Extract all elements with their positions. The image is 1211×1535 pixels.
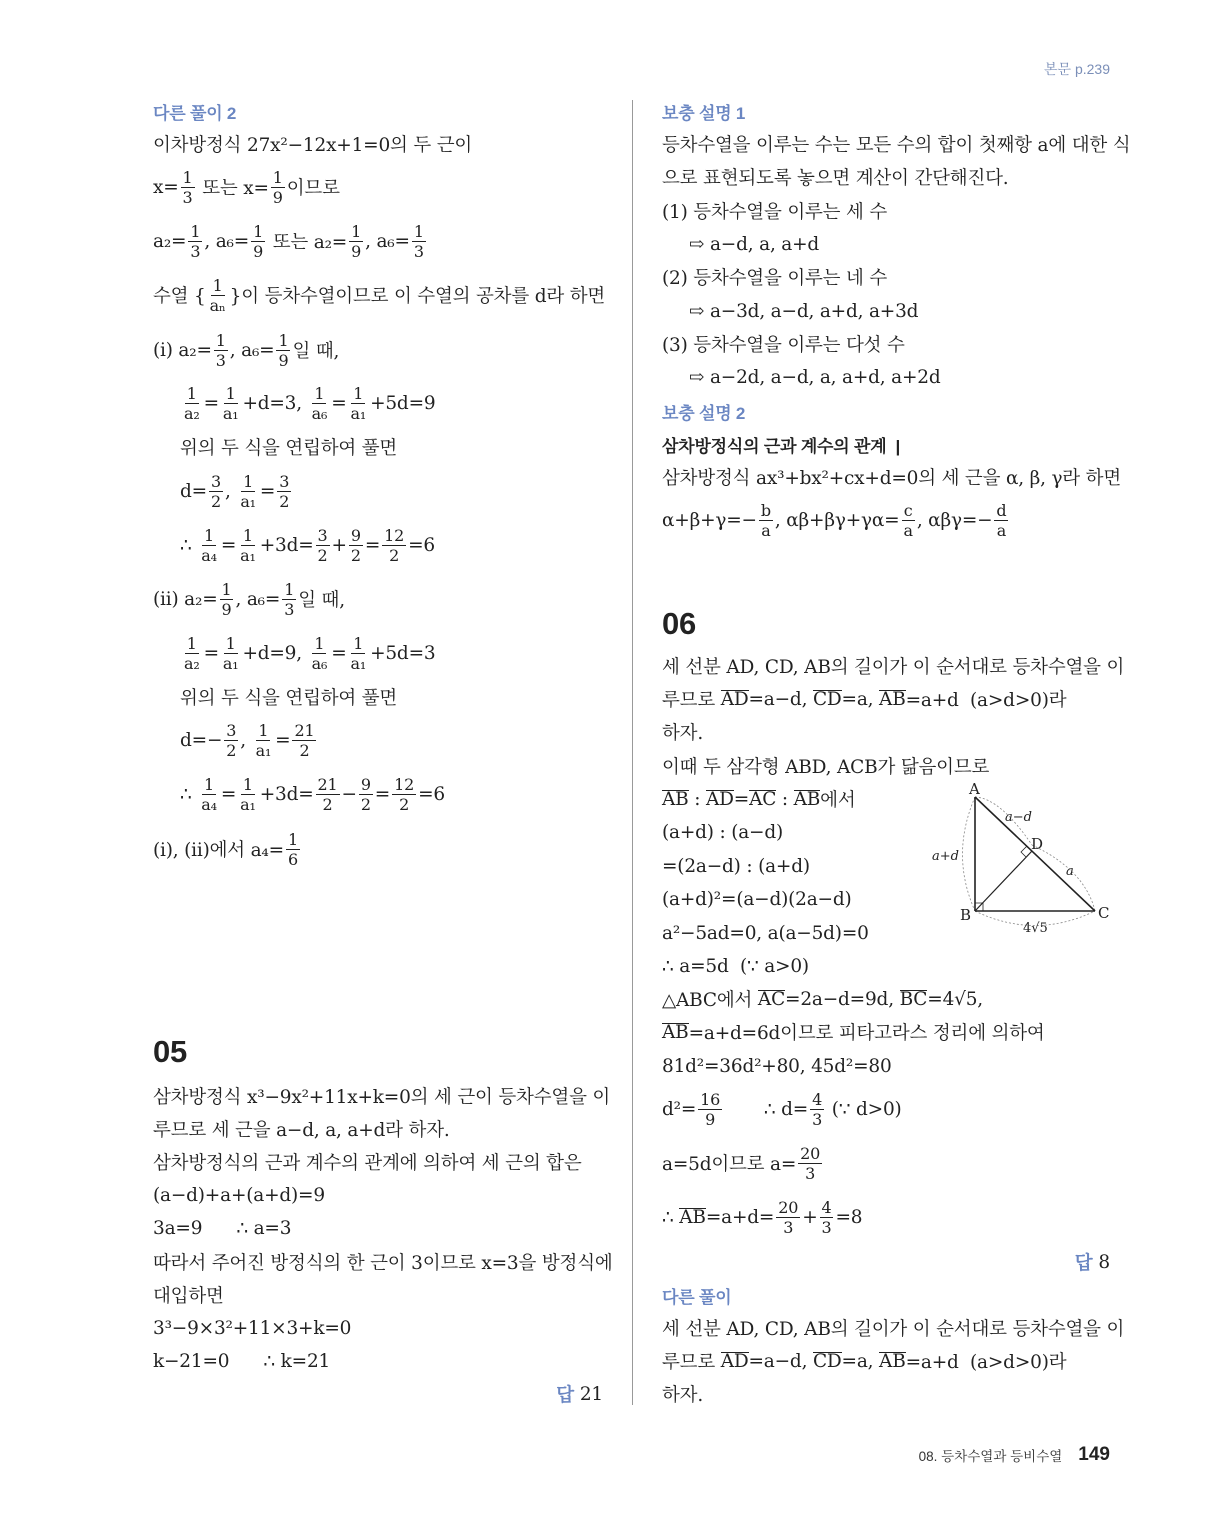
text-segment: +5d=9 <box>370 392 436 414</box>
numerator: 1 <box>212 275 223 295</box>
text-segment: = <box>203 642 219 664</box>
text-segment: 81d²=36d²+80, 45d²=80 <box>662 1055 892 1077</box>
text-segment: = <box>733 788 750 810</box>
numerator: 1 <box>253 221 264 241</box>
numerator: 3 <box>210 471 221 491</box>
page-reference: 본문 p.239 <box>1044 61 1110 77</box>
text-segment: ⇨ a−3d, a−d, a+d, a+3d <box>689 300 919 322</box>
denominator: a₁ <box>240 491 256 511</box>
text-segment: 이차방정식 27x²−12x+1=0의 두 근이 <box>153 135 473 156</box>
text-segment: (a+d)²=(a−d)(2a−d) <box>662 888 852 910</box>
denominator: a₁ <box>240 794 256 814</box>
text-segment: 에서 <box>820 790 856 811</box>
numerator: 1 <box>204 525 215 545</box>
text-segment: − <box>341 783 357 805</box>
denominator: a <box>761 520 771 540</box>
fraction <box>698 1090 722 1129</box>
fraction <box>901 501 914 540</box>
text-segment: 삼차방정식 x³−9x²+11x+k=0의 세 근이 등차수열을 이 <box>153 1087 611 1108</box>
text-segment: =a+d (a>d>0)라 <box>905 1352 1067 1373</box>
fraction <box>412 222 426 261</box>
denominator: a₁ <box>222 653 239 673</box>
answer-label: 답 <box>556 1384 574 1405</box>
text-segment: 다른 풀이 2 <box>153 103 237 123</box>
text-line <box>153 569 603 629</box>
chapter-title: 08. 등차수열과 등비수열 <box>918 1449 1063 1464</box>
triangle-diagram <box>920 780 1120 940</box>
segment-overline: AB <box>679 1206 706 1228</box>
text-segment: α+β+γ=− <box>662 509 757 531</box>
text-segment: =a, <box>841 688 880 710</box>
numerator: 12 <box>394 774 415 794</box>
label-c: C <box>1098 904 1110 922</box>
text-segment: , a₆= <box>229 339 275 361</box>
fraction <box>392 775 416 814</box>
text-segment: x= <box>153 176 179 198</box>
denominator: a₁ <box>222 403 239 423</box>
text-segment: = <box>220 534 237 556</box>
text-segment: 등차수열을 이루는 수는 모든 수의 합이 첫째항 a에 대한 식 <box>662 135 1131 156</box>
fraction <box>208 276 228 315</box>
denominator: a₁ <box>240 545 256 565</box>
fraction <box>798 1144 822 1183</box>
text-segment: : <box>688 788 706 810</box>
denominator: 3 <box>284 599 295 619</box>
segment-overline: CD <box>812 1350 842 1372</box>
denominator: 2 <box>210 491 221 511</box>
numerator: 3 <box>317 525 328 545</box>
label-b: B <box>960 906 972 924</box>
fraction <box>316 526 330 565</box>
denominator: 3 <box>783 1217 794 1237</box>
denominator: a₁ <box>350 653 367 673</box>
text-segment: =4√5, <box>927 988 983 1010</box>
text-segment: (∵ d>0) <box>826 1098 902 1120</box>
numerator: 21 <box>317 774 338 794</box>
numerator: 9 <box>350 525 361 545</box>
text-segment: = <box>220 783 237 805</box>
text-segment: 보충 설명 1 <box>662 103 746 123</box>
denominator: 3 <box>215 350 226 370</box>
text-segment: 8 <box>1098 1251 1110 1273</box>
page-footer <box>919 1444 1110 1466</box>
numerator: b <box>760 500 771 520</box>
denominator: 9 <box>278 350 289 370</box>
denominator: a₂ <box>184 403 200 423</box>
text-line <box>153 819 603 879</box>
fraction <box>251 222 265 261</box>
right-angle-d <box>1021 846 1027 857</box>
text-segment: =a−d, <box>748 1350 813 1372</box>
numerator: 1 <box>186 383 197 403</box>
fraction <box>349 526 363 565</box>
text-segment: 따라서 주어진 방정식의 한 근이 3이므로 x=3을 방정식에 <box>153 1253 613 1274</box>
text-segment: =(2a−d) : (a+d) <box>662 855 810 877</box>
text-segment: 일 때, <box>298 590 345 611</box>
text-segment: 21 <box>579 1383 603 1405</box>
denominator: 9 <box>221 599 232 619</box>
segment-overline: AD <box>720 1350 749 1372</box>
text-segment: 으로 표현되도록 놓으면 계산이 간단해진다. <box>662 168 1009 189</box>
arc-ab <box>963 797 976 911</box>
text-segment: 루므로 세 근을 a−d, a, a+d라 하자. <box>153 1120 450 1141</box>
fraction <box>224 721 238 760</box>
numerator: 1 <box>182 167 193 187</box>
text-segment: 06 <box>662 606 697 641</box>
text-segment: , αβγ=− <box>916 509 993 531</box>
numerator: 9 <box>360 774 371 794</box>
fraction <box>209 472 223 511</box>
denominator: 2 <box>322 794 333 814</box>
text-segment: =a+d (a>d>0)라 <box>905 690 1067 711</box>
page-number: 149 <box>1078 1444 1110 1465</box>
text-segment: 일 때, <box>292 341 340 362</box>
denominator: a₂ <box>184 653 200 673</box>
denominator: 2 <box>360 794 371 814</box>
text-segment: = <box>275 729 291 751</box>
text-segment: 이때 두 삼각형 ABD, ACB가 닮음이므로 <box>662 757 990 778</box>
text-segment: = <box>364 534 381 556</box>
fraction <box>238 775 258 814</box>
text-line <box>662 1133 1110 1193</box>
text-segment: ∴ a=5d (∵ a>0) <box>662 955 809 977</box>
text-segment: =a, <box>841 1350 880 1372</box>
denominator: 9 <box>253 241 264 261</box>
text-segment: , αβ+βγ+γα= <box>774 509 900 531</box>
segment-overline: AB <box>662 788 689 810</box>
segment-overline: AB <box>879 1350 906 1372</box>
numerator: 1 <box>242 774 253 794</box>
segment-overline: AB <box>662 1021 689 1043</box>
text-segment: : <box>776 788 794 810</box>
fraction <box>810 1090 824 1129</box>
text-line <box>153 157 603 217</box>
denominator: 3 <box>190 241 201 261</box>
denominator: aₙ <box>209 295 226 315</box>
text-segment: 삼차방정식의 근과 계수의 관계에 의하여 세 근의 합은 <box>153 1153 582 1174</box>
segment-overline: AD <box>705 788 734 810</box>
segment-overline: AC <box>757 988 786 1010</box>
text-segment: , a₆= <box>204 230 250 252</box>
text-segment: , a₆= <box>365 230 410 252</box>
segment-bd <box>975 851 1032 911</box>
text-line <box>153 211 603 271</box>
text-line <box>153 764 630 824</box>
text-segment: =8 <box>835 1206 863 1228</box>
numerator: 1 <box>242 525 253 545</box>
numerator: 4 <box>821 1197 832 1217</box>
numerator: 1 <box>204 774 215 794</box>
fraction <box>199 775 219 814</box>
text-segment: , a₆= <box>235 588 281 610</box>
text-segment: = <box>259 480 276 502</box>
text-segment: 위의 두 식을 연립하여 풀면 <box>180 688 398 709</box>
answer <box>153 1364 603 1424</box>
answer-label: 답 <box>1074 1252 1093 1273</box>
text-segment: a²−5ad=0, a(a−5d)=0 <box>662 922 869 944</box>
denominator: a₆ <box>311 403 328 423</box>
numerator: 16 <box>700 1089 721 1109</box>
text-line <box>662 490 1110 550</box>
denominator: 2 <box>399 794 410 814</box>
text-segment: 세 선분 AD, CD, AB의 길이가 이 순서대로 등차수열을 이 <box>662 1319 1125 1340</box>
label-dc-length: a <box>1066 864 1074 879</box>
text-segment: +3d= <box>259 534 314 556</box>
text-line <box>153 461 630 521</box>
text-segment: 위의 두 식을 연립하여 풀면 <box>180 438 398 459</box>
text-segment: 삼차방정식의 근과 계수의 관계 | <box>662 436 901 456</box>
fraction <box>199 526 219 565</box>
text-segment: =6 <box>408 534 435 556</box>
numerator: 1 <box>221 579 232 599</box>
text-segment: =6 <box>418 783 445 805</box>
text-line <box>153 515 630 575</box>
denominator: a₄ <box>201 545 217 565</box>
fraction <box>359 775 373 814</box>
denominator: 2 <box>279 491 290 511</box>
text-segment: (2) 등차수열을 이루는 네 수 <box>662 268 888 289</box>
text-segment: (i) a₂= <box>153 339 212 361</box>
numerator: 1 <box>314 633 325 653</box>
text-segment: 또는 x= <box>196 178 269 199</box>
text-segment: 또는 a₂= <box>267 232 348 253</box>
fraction <box>382 526 406 565</box>
text-segment: =a+d=6d이므로 피타고라스 정리에 의하여 <box>688 1023 1045 1044</box>
text-segment: + <box>802 1206 818 1228</box>
text-segment: = <box>331 392 347 414</box>
text-segment: 보충 설명 2 <box>662 403 746 423</box>
text-segment: a₂= <box>153 230 187 252</box>
text-line <box>153 710 630 770</box>
denominator: 2 <box>226 740 237 760</box>
numerator: 12 <box>384 525 405 545</box>
numerator: d <box>996 500 1007 520</box>
fraction <box>220 580 234 619</box>
text-segment: 이므로 <box>286 178 340 199</box>
numerator: 1 <box>353 633 364 653</box>
side-ac <box>975 797 1095 911</box>
numerator: 1 <box>225 383 236 403</box>
label-ad-length: a−d <box>1005 810 1032 825</box>
fraction <box>254 721 274 760</box>
fraction <box>292 721 316 760</box>
numerator: 1 <box>243 471 254 491</box>
fraction <box>181 168 195 207</box>
denominator: a <box>903 520 913 540</box>
text-segment: 하자. <box>662 723 704 744</box>
text-segment: △ABC에서 <box>662 990 758 1011</box>
text-segment: +d=3, <box>242 392 308 414</box>
text-segment: +d=9, <box>242 642 308 664</box>
numerator: 3 <box>279 471 290 491</box>
denominator: 3 <box>182 187 193 207</box>
text-segment: (i), (ii)에서 a₄= <box>153 840 284 861</box>
numerator: 1 <box>413 221 424 241</box>
numerator: 1 <box>215 330 226 350</box>
text-segment: }이 등차수열이므로 이 수열의 공차를 d라 하면 <box>229 286 606 307</box>
fraction <box>188 222 202 261</box>
text-segment: , <box>240 729 252 751</box>
text-segment: a=5d이므로 a= <box>662 1154 797 1175</box>
segment-overline: AB <box>879 688 906 710</box>
denominator: a₁ <box>255 740 272 760</box>
text-segment: =a+d= <box>705 1206 775 1228</box>
denominator: 3 <box>413 241 424 261</box>
text-segment: +3d= <box>259 783 314 805</box>
segment-overline: BC <box>899 988 928 1010</box>
text-segment: (ii) a₂= <box>153 588 218 610</box>
denominator: 2 <box>317 545 328 565</box>
text-segment: ∴ <box>180 534 198 556</box>
text-segment: = <box>374 783 391 805</box>
denominator: 3 <box>821 1217 832 1237</box>
denominator: 6 <box>287 849 298 869</box>
segment-overline: AD <box>720 688 749 710</box>
numerator: c <box>903 500 913 520</box>
denominator: 9 <box>272 187 283 207</box>
numerator: 1 <box>351 221 362 241</box>
fraction <box>286 830 300 869</box>
numerator: 20 <box>800 1143 821 1163</box>
denominator: 2 <box>389 545 400 565</box>
segment-overline: AC <box>749 788 777 810</box>
text-line <box>662 1364 1110 1424</box>
fraction <box>282 580 296 619</box>
denominator: a₄ <box>201 794 217 814</box>
text-segment: ⇨ a−d, a, a+d <box>689 233 820 255</box>
segment-overline: AB <box>793 788 821 810</box>
text-segment: 수열 { <box>153 286 206 307</box>
fraction <box>277 472 291 511</box>
numerator: 1 <box>284 579 295 599</box>
numerator: 1 <box>314 383 325 403</box>
fraction <box>271 168 285 207</box>
numerator: 1 <box>278 330 289 350</box>
fraction <box>776 1198 800 1237</box>
denominator: 2 <box>299 740 310 760</box>
denominator: a₁ <box>350 403 367 423</box>
text-segment: (3) 등차수열을 이루는 다섯 수 <box>662 335 905 356</box>
text-line <box>153 320 603 380</box>
text-segment: =2a−d=9d, <box>785 988 900 1010</box>
text-segment: 루므로 <box>662 690 721 711</box>
text-segment: 3³−9×3²+11×3+k=0 <box>153 1317 352 1339</box>
fraction <box>316 775 340 814</box>
text-segment: + <box>331 534 347 556</box>
text-segment: = <box>203 392 219 414</box>
numerator: 1 <box>225 633 236 653</box>
numerator: 1 <box>186 633 197 653</box>
column-divider <box>632 100 633 1405</box>
text-segment: d²= <box>662 1098 697 1120</box>
fraction <box>349 222 363 261</box>
fraction <box>759 501 773 540</box>
text-segment: 하자. <box>662 1385 704 1406</box>
text-segment: 삼차방정식 ax³+bx²+cx+d=0의 세 근을 α, β, γ라 하면 <box>662 468 1122 489</box>
text-segment: d=− <box>180 729 223 751</box>
text-segment: (a−d)+a+(a+d)=9 <box>153 1184 325 1206</box>
text-segment: k−21=0 ∴ k=21 <box>153 1350 331 1372</box>
text-segment: , <box>224 480 237 502</box>
denominator: 3 <box>812 1109 823 1129</box>
denominator: a <box>996 520 1007 540</box>
numerator: 21 <box>294 720 315 740</box>
text-segment: 다른 풀이 <box>662 1287 732 1307</box>
label-d: D <box>1031 835 1044 853</box>
numerator: 20 <box>778 1197 799 1217</box>
text-line <box>662 1079 1110 1139</box>
text-segment: (a+d) : (a−d) <box>662 821 784 843</box>
denominator: 9 <box>351 241 362 261</box>
fraction <box>238 472 258 511</box>
text-segment: +5d=3 <box>370 642 436 664</box>
numerator: 4 <box>812 1089 823 1109</box>
segment-overline: CD <box>812 688 842 710</box>
numerator: 1 <box>272 167 283 187</box>
label-a: A <box>969 780 980 798</box>
text-segment: ∴ <box>180 783 198 805</box>
denominator: a₆ <box>311 653 328 673</box>
numerator: 3 <box>226 720 237 740</box>
text-segment: ∴ d= <box>724 1098 809 1120</box>
text-segment: 05 <box>153 1034 188 1069</box>
text-segment: ⇨ a−2d, a−d, a, a+d, a+2d <box>689 366 941 388</box>
label-ab-length: a+d <box>932 849 959 864</box>
numerator: 1 <box>258 720 269 740</box>
fraction <box>994 501 1008 540</box>
numerator: 1 <box>353 383 364 403</box>
fraction <box>820 1198 834 1237</box>
text-segment: ∴ <box>662 1206 680 1228</box>
fraction <box>276 331 290 370</box>
text-segment: 3a=9 ∴ a=3 <box>153 1217 292 1239</box>
numerator: 1 <box>287 829 298 849</box>
text-segment: = <box>331 642 347 664</box>
fraction <box>214 331 228 370</box>
text-segment: =a−d, <box>748 688 813 710</box>
numerator: 1 <box>190 221 201 241</box>
text-segment: d= <box>180 480 207 502</box>
text-segment: 세 선분 AD, CD, AB의 길이가 이 순서대로 등차수열을 이 <box>662 657 1125 678</box>
denominator: 3 <box>805 1163 816 1183</box>
denominator: 9 <box>705 1109 716 1129</box>
denominator: 2 <box>350 545 361 565</box>
text-segment: (1) 등차수열을 이루는 세 수 <box>662 202 888 223</box>
text-line <box>153 265 606 325</box>
text-segment: 루므로 <box>662 1352 721 1373</box>
text-segment: 대입하면 <box>153 1286 224 1307</box>
label-bc-length: 4√5 <box>1023 921 1048 936</box>
fraction <box>238 526 258 565</box>
